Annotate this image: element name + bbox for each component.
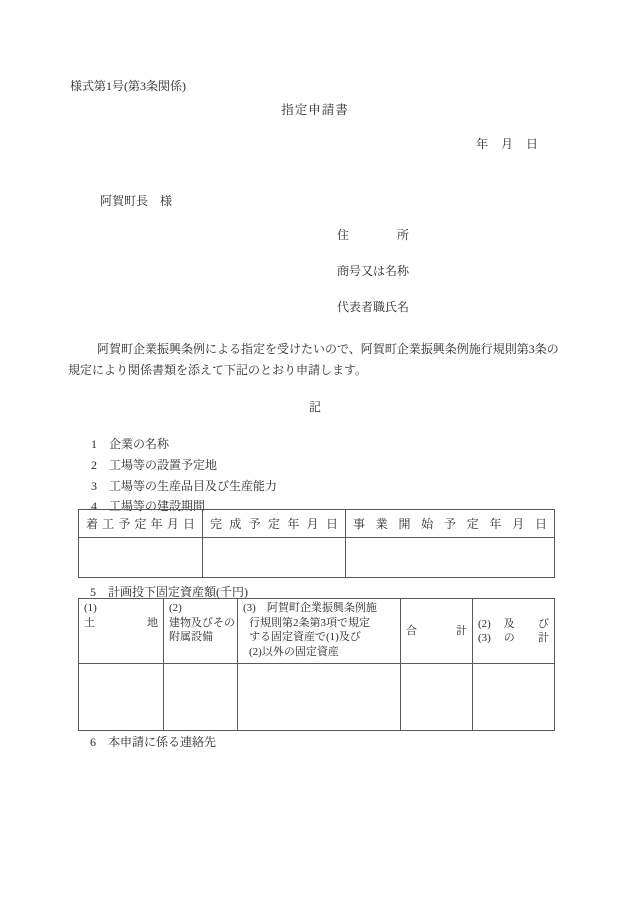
- assets-header-total: 合 計: [401, 599, 473, 664]
- assets-header-land-number: (1): [84, 602, 97, 614]
- applicant-address-label: 住 所: [337, 228, 410, 242]
- schedule-table: [78, 509, 555, 578]
- list-item-1: 1 企業の名称: [91, 437, 170, 451]
- applicant-representative-label: 代表者職氏名: [337, 300, 410, 314]
- schedule-table-value-row: [79, 538, 555, 578]
- schedule-value-completion-date: [203, 538, 346, 578]
- date-line: 年 月 日: [476, 137, 538, 151]
- assets-value-other-fixed-assets: [238, 664, 401, 731]
- schedule-value-groundbreaking-date: [79, 538, 203, 578]
- assets-header-building-number: (2): [169, 602, 182, 614]
- applicant-trade-name-label: 商号又は名称: [337, 264, 410, 278]
- assets-value-total: [401, 664, 473, 731]
- assets-header-other-line-3: する固定資産で(1)及び: [249, 631, 361, 643]
- form-number: 様式第1号(第3条関係): [70, 79, 186, 93]
- schedule-value-business-start-date: [346, 538, 555, 578]
- assets-header-sum-2-3: [473, 599, 555, 664]
- assets-value-building: [164, 664, 238, 731]
- body-paragraph-line-1: 阿賀町企業振興条例による指定を受けたいので、阿賀町企業振興条例施行規則第3条の: [97, 342, 559, 356]
- assets-header-other-fixed-assets: [238, 599, 401, 664]
- assets-header-other-line-1: (3) 阿賀町企業振興条例施: [243, 602, 377, 614]
- assets-header-building: [164, 599, 238, 664]
- assets-value-land: [79, 664, 164, 731]
- assets-header-building-line-2: 附属設備: [169, 631, 213, 643]
- assets-header-other-line-2: 行規則第2条第3項で規定: [249, 616, 370, 629]
- list-item-4: 4 工場等の建設期間: [91, 499, 206, 513]
- schedule-table-header-row: [79, 510, 555, 538]
- assets-header-other-line-4: (2)以外の固定資産: [249, 645, 339, 658]
- assets-table: [78, 598, 555, 731]
- schedule-header-business-start-date: 事業開始予定年月日: [346, 510, 555, 538]
- assets-header-sum-line-2: (3) の 計: [478, 632, 549, 644]
- list-item-3: 3 工場等の生産品目及び生産能力: [91, 479, 278, 493]
- schedule-header-completion-date: 完成予定年月日: [203, 510, 346, 538]
- assets-header-land-label: 土 地: [84, 616, 158, 629]
- section-5-label: 5 計画投下固定資産額(千円): [90, 585, 248, 599]
- assets-header-sum-line-1: (2) 及 び: [478, 617, 549, 630]
- record-marker: 記: [308, 400, 321, 414]
- assets-table-header-row: [79, 599, 555, 664]
- assets-header-building-line-1: 建物及びその: [169, 616, 235, 629]
- assets-header-land: [79, 599, 164, 664]
- assets-value-sum-2-3: [473, 664, 555, 731]
- section-6-label: 6 本申請に係る連絡先: [90, 735, 217, 749]
- addressee: 阿賀町長 様: [100, 194, 173, 208]
- list-item-2: 2 工場等の設置予定地: [91, 458, 218, 472]
- document-title: 指定申請書: [281, 103, 349, 117]
- schedule-header-groundbreaking-date: 着工予定年月日: [79, 510, 203, 538]
- body-paragraph-line-2: 規定により関係書類を添えて下記のとおり申請します。: [68, 363, 368, 377]
- assets-table-value-row: [79, 664, 555, 731]
